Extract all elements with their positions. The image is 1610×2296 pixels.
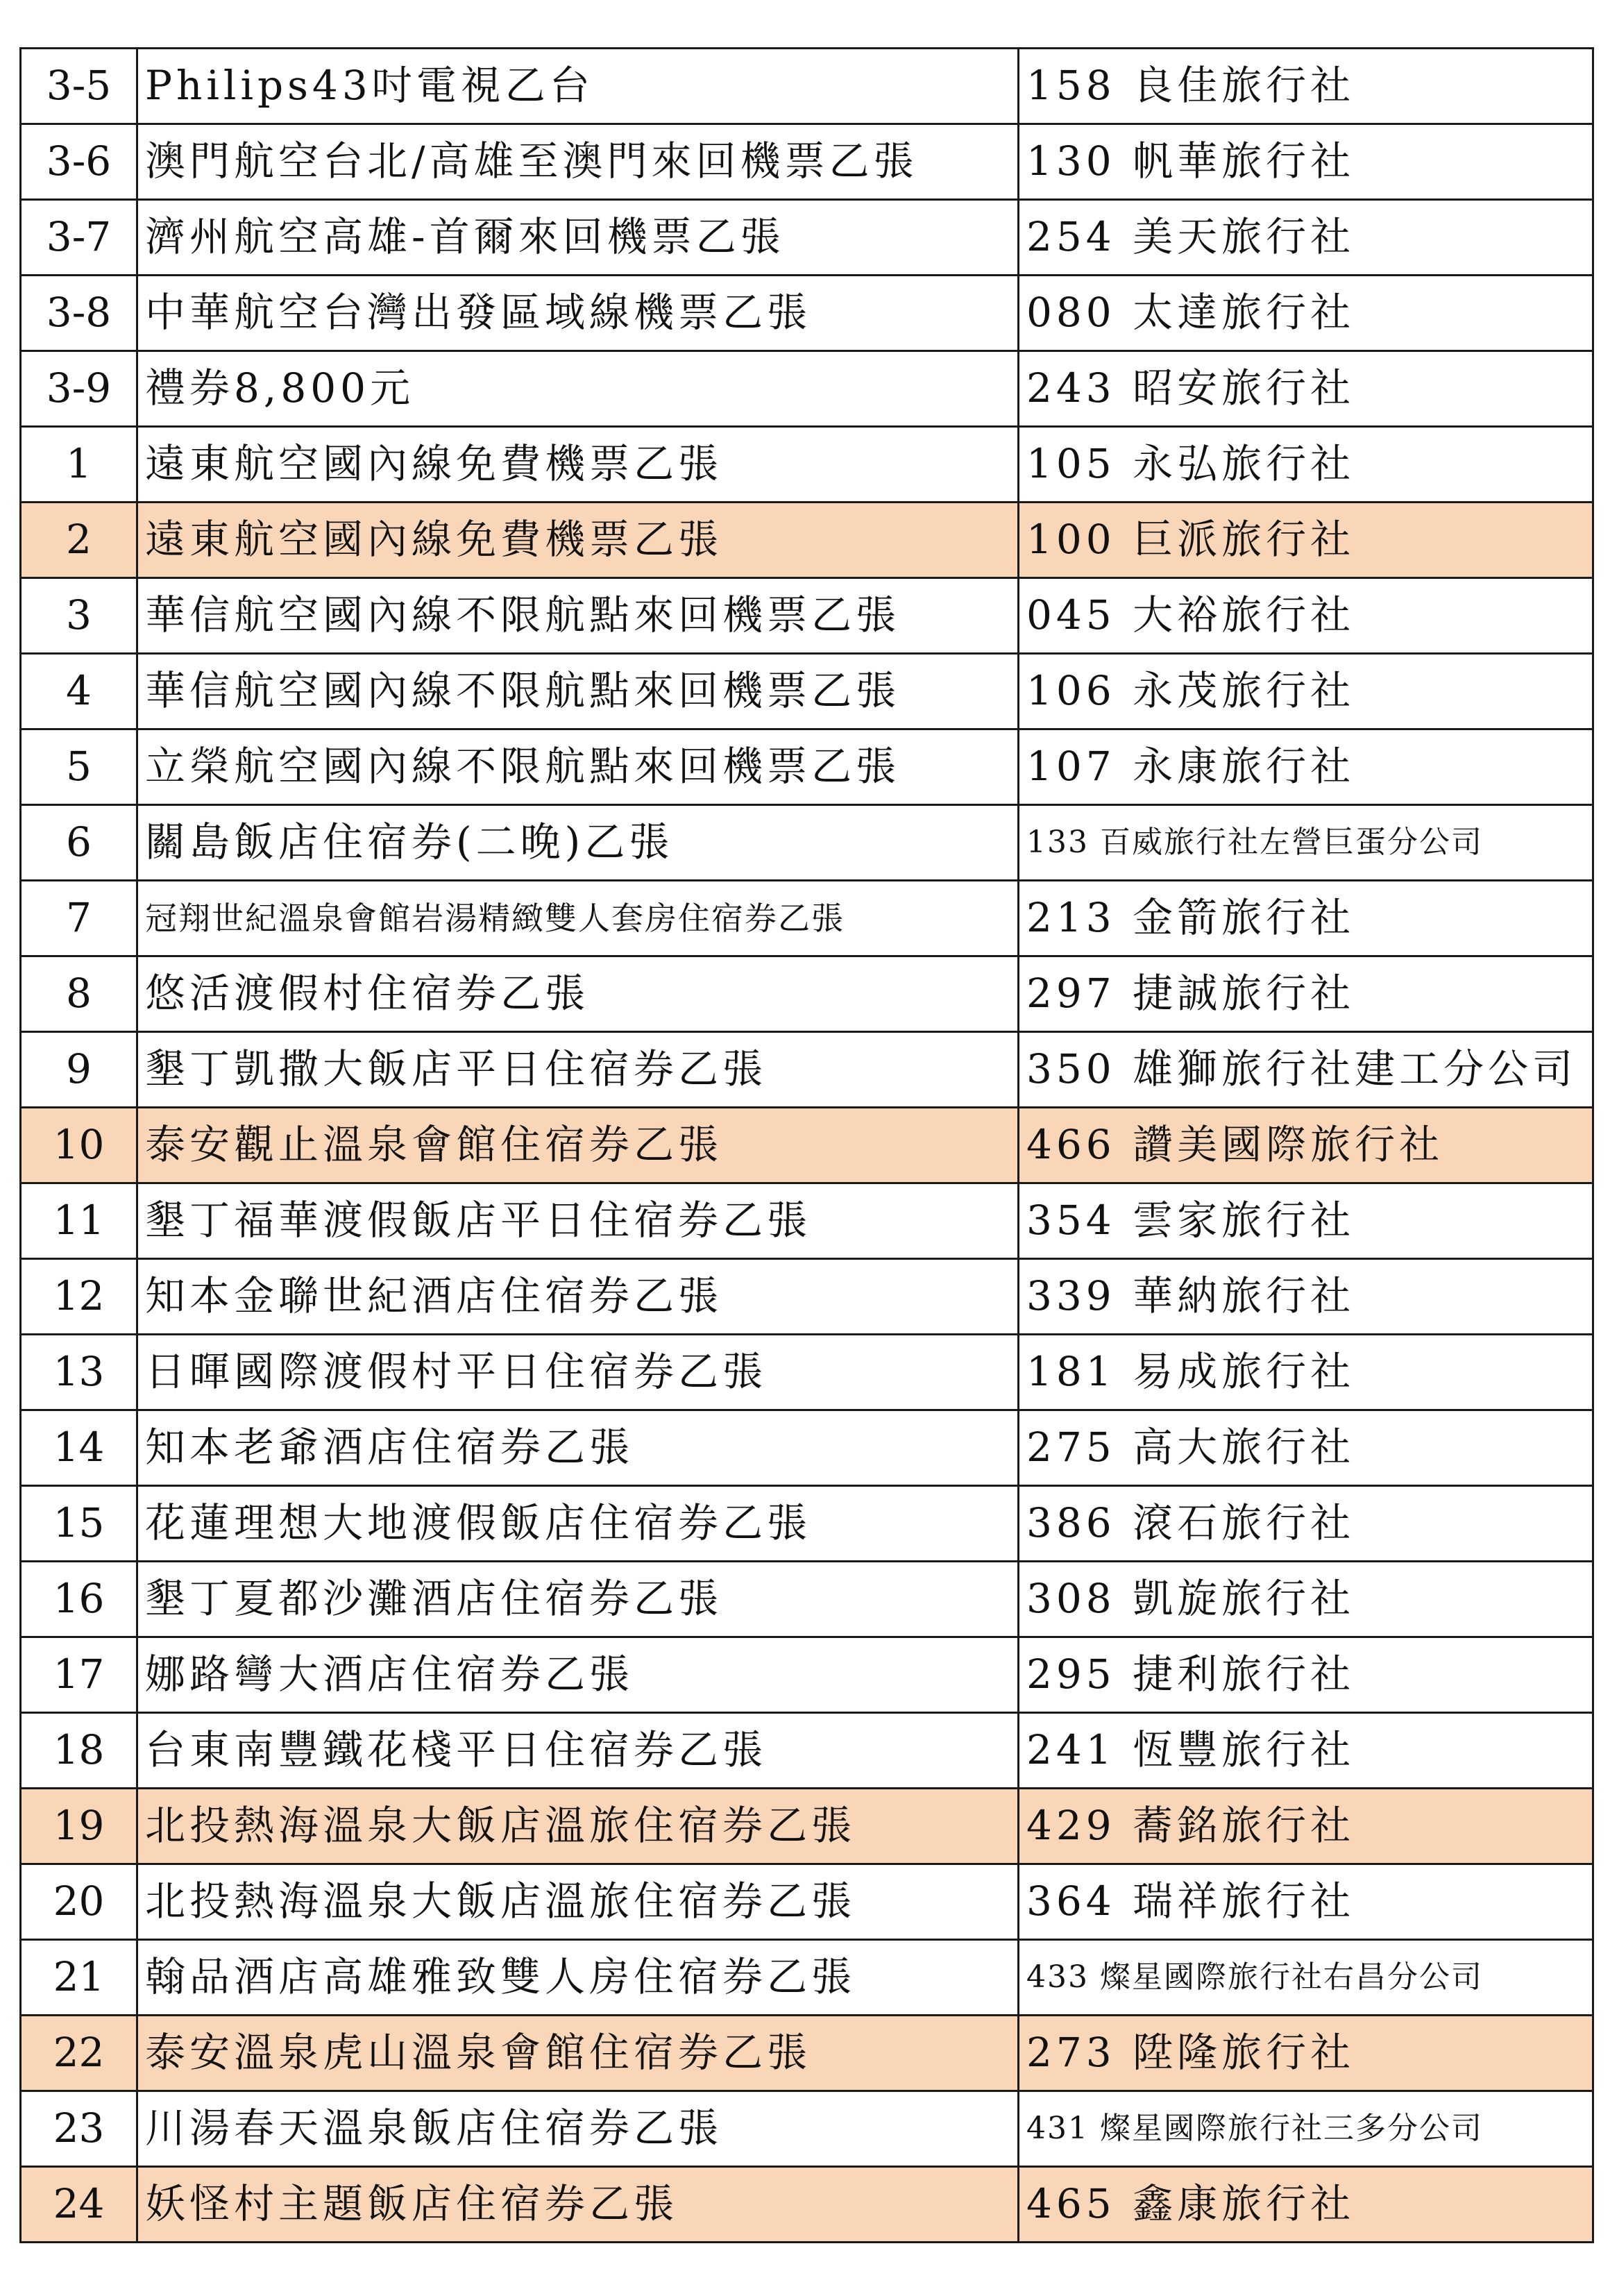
prize-cell: 日暉國際渡假村平日住宿券乙張	[137, 1335, 1019, 1410]
winner-cell: 466 讚美國際旅行社	[1019, 1108, 1593, 1183]
winner-cell: 045 大裕旅行社	[1019, 578, 1593, 654]
table-row	[21, 1713, 1593, 1789]
prize-cell: 泰安溫泉虎山溫泉會館住宿券乙張	[137, 2016, 1019, 2091]
winner-cell: 158 良佳旅行社	[1019, 49, 1593, 124]
row-number-cell: 3-5	[21, 49, 137, 124]
winner-cell: 350 雄獅旅行社建工分公司	[1019, 1032, 1593, 1108]
row-number-cell: 15	[21, 1486, 137, 1562]
row-number-cell: 11	[21, 1183, 137, 1259]
winner-cell: 100 巨派旅行社	[1019, 503, 1593, 578]
row-number-cell: 9	[21, 1032, 137, 1108]
prize-cell: 北投熱海溫泉大飯店溫旅住宿券乙張	[137, 1864, 1019, 1940]
table-row	[21, 124, 1593, 200]
table-row	[21, 351, 1593, 427]
winner-cell: 295 捷利旅行社	[1019, 1637, 1593, 1713]
table-row	[21, 729, 1593, 805]
table-row	[21, 578, 1593, 654]
prize-cell: 墾丁夏都沙灘酒店住宿券乙張	[137, 1562, 1019, 1637]
row-number-cell: 1	[21, 427, 137, 503]
winner-cell: 181 易成旅行社	[1019, 1335, 1593, 1410]
table-row	[21, 427, 1593, 503]
prize-cell: 墾丁福華渡假飯店平日住宿券乙張	[137, 1183, 1019, 1259]
table-row	[21, 1032, 1593, 1108]
winner-cell: 354 雲家旅行社	[1019, 1183, 1593, 1259]
prize-cell: 華信航空國內線不限航點來回機票乙張	[137, 654, 1019, 729]
winner-cell: 431 燦星國際旅行社三多分公司	[1019, 2091, 1593, 2167]
table-row	[21, 2167, 1593, 2243]
row-number-cell: 5	[21, 729, 137, 805]
winner-cell: 241 恆豐旅行社	[1019, 1713, 1593, 1789]
table-row	[21, 200, 1593, 276]
table-row	[21, 1637, 1593, 1713]
prize-cell: 北投熱海溫泉大飯店溫旅住宿券乙張	[137, 1789, 1019, 1864]
winner-cell: 273 陞隆旅行社	[1019, 2016, 1593, 2091]
table-row	[21, 1108, 1593, 1183]
row-number-cell: 7	[21, 881, 137, 956]
row-number-cell: 19	[21, 1789, 137, 1864]
prize-cell: 立榮航空國內線不限航點來回機票乙張	[137, 729, 1019, 805]
prize-cell: 華信航空國內線不限航點來回機票乙張	[137, 578, 1019, 654]
row-number-cell: 12	[21, 1259, 137, 1335]
row-number-cell: 13	[21, 1335, 137, 1410]
table-row	[21, 881, 1593, 956]
prize-cell: 中華航空台灣出發區域線機票乙張	[137, 276, 1019, 351]
table-row	[21, 1410, 1593, 1486]
table-row	[21, 2091, 1593, 2167]
winner-cell: 107 永康旅行社	[1019, 729, 1593, 805]
winner-cell: 429 蕎銘旅行社	[1019, 1789, 1593, 1864]
prize-cell: 泰安觀止溫泉會館住宿券乙張	[137, 1108, 1019, 1183]
prize-cell: 知本金聯世紀酒店住宿券乙張	[137, 1259, 1019, 1335]
prize-cell: 墾丁凱撒大飯店平日住宿券乙張	[137, 1032, 1019, 1108]
row-number-cell: 17	[21, 1637, 137, 1713]
table-row	[21, 1486, 1593, 1562]
row-number-cell: 3-6	[21, 124, 137, 200]
row-number-cell: 21	[21, 1940, 137, 2016]
table-body	[21, 49, 1593, 2243]
prize-cell: 翰品酒店高雄雅致雙人房住宿券乙張	[137, 1940, 1019, 2016]
winner-cell: 275 高大旅行社	[1019, 1410, 1593, 1486]
row-number-cell: 23	[21, 2091, 137, 2167]
winner-cell: 433 燦星國際旅行社右昌分公司	[1019, 1940, 1593, 2016]
prize-cell: 妖怪村主題飯店住宿券乙張	[137, 2167, 1019, 2243]
winner-cell: 080 太達旅行社	[1019, 276, 1593, 351]
row-number-cell: 10	[21, 1108, 137, 1183]
table-row	[21, 503, 1593, 578]
prize-cell: 娜路彎大酒店住宿券乙張	[137, 1637, 1019, 1713]
row-number-cell: 2	[21, 503, 137, 578]
prize-cell: 知本老爺酒店住宿券乙張	[137, 1410, 1019, 1486]
prize-cell: 關島飯店住宿券(二晚)乙張	[137, 805, 1019, 881]
winner-cell: 465 鑫康旅行社	[1019, 2167, 1593, 2243]
winner-cell: 297 捷誠旅行社	[1019, 956, 1593, 1032]
prize-cell: 冠翔世紀溫泉會館岩湯精緻雙人套房住宿券乙張	[137, 881, 1019, 956]
table-row	[21, 2016, 1593, 2091]
winner-cell: 133 百威旅行社左營巨蛋分公司	[1019, 805, 1593, 881]
winner-cell: 386 滾石旅行社	[1019, 1486, 1593, 1562]
table-row	[21, 1183, 1593, 1259]
prize-cell: 濟州航空高雄-首爾來回機票乙張	[137, 200, 1019, 276]
row-number-cell: 20	[21, 1864, 137, 1940]
winner-cell: 254 美天旅行社	[1019, 200, 1593, 276]
row-number-cell: 3-9	[21, 351, 137, 427]
row-number-cell: 3	[21, 578, 137, 654]
winner-cell: 106 永茂旅行社	[1019, 654, 1593, 729]
prize-cell: 花蓮理想大地渡假飯店住宿券乙張	[137, 1486, 1019, 1562]
prize-cell: Philips43吋電視乙台	[137, 49, 1019, 124]
row-number-cell: 6	[21, 805, 137, 881]
prize-cell: 台東南豐鐵花棧平日住宿券乙張	[137, 1713, 1019, 1789]
prize-cell: 澳門航空台北/高雄至澳門來回機票乙張	[137, 124, 1019, 200]
prize-cell: 遠東航空國內線免費機票乙張	[137, 427, 1019, 503]
row-number-cell: 3-7	[21, 200, 137, 276]
table-row	[21, 1789, 1593, 1864]
table-row	[21, 654, 1593, 729]
prize-cell: 悠活渡假村住宿券乙張	[137, 956, 1019, 1032]
prize-winner-table	[19, 47, 1594, 2243]
table-row	[21, 956, 1593, 1032]
winner-cell: 105 永弘旅行社	[1019, 427, 1593, 503]
row-number-cell: 18	[21, 1713, 137, 1789]
table-row	[21, 1259, 1593, 1335]
row-number-cell: 4	[21, 654, 137, 729]
winner-cell: 130 帆華旅行社	[1019, 124, 1593, 200]
row-number-cell: 22	[21, 2016, 137, 2091]
prize-cell: 禮券8,800元	[137, 351, 1019, 427]
winner-cell: 339 華納旅行社	[1019, 1259, 1593, 1335]
table-row	[21, 1562, 1593, 1637]
winner-cell: 243 昭安旅行社	[1019, 351, 1593, 427]
prize-cell: 川湯春天溫泉飯店住宿券乙張	[137, 2091, 1019, 2167]
table-row	[21, 1864, 1593, 1940]
winner-cell: 364 瑞祥旅行社	[1019, 1864, 1593, 1940]
row-number-cell: 3-8	[21, 276, 137, 351]
table-row	[21, 1335, 1593, 1410]
prize-cell: 遠東航空國內線免費機票乙張	[137, 503, 1019, 578]
winner-cell: 213 金箭旅行社	[1019, 881, 1593, 956]
table-row	[21, 49, 1593, 124]
row-number-cell: 8	[21, 956, 137, 1032]
table-row	[21, 276, 1593, 351]
row-number-cell: 24	[21, 2167, 137, 2243]
table-row	[21, 805, 1593, 881]
row-number-cell: 16	[21, 1562, 137, 1637]
table-row	[21, 1940, 1593, 2016]
winner-cell: 308 凱旋旅行社	[1019, 1562, 1593, 1637]
row-number-cell: 14	[21, 1410, 137, 1486]
